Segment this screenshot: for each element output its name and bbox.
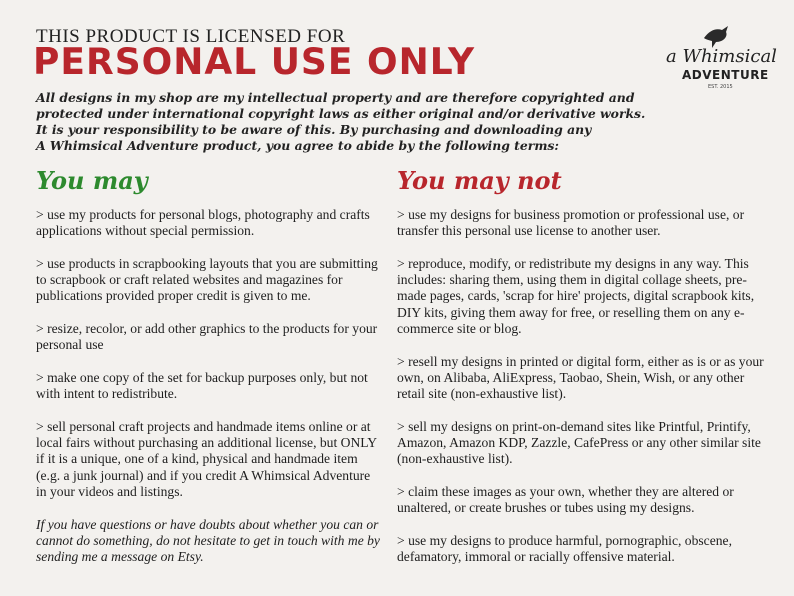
intro-line: It is your responsibility to be aware of this. By purchasing and downloading any [36, 122, 592, 137]
you-may-heading: You may [36, 166, 148, 195]
logo-line-1: a Whimsical [666, 46, 777, 67]
list-item: > sell my designs on print-on-demand sites like Printful, Printify, Amazon, Amazon KDP, Zazzle, CafePress or any other similar site (non-exhaustive list). [397, 418, 761, 467]
list-item: > reproduce, modify, or redistribute my designs in any way. This includes: sharing them, using them in digital collage sheets, pre-made pages, cards, 'scrap for hire' projects, digital scrapbook kits, DIY kits, giving them away for free, or reselling them on any e-commerce site or blog. [397, 255, 755, 337]
shop-logo [662, 20, 777, 98]
license-subtitle: THIS PRODUCT IS LICENSED FOR [36, 26, 346, 47]
license-title: PERSONAL USE ONLY [33, 41, 476, 84]
list-item: > use products in scrapbooking layouts that you are submitting to scrapbook or craft related websites and magazines for publications provided proper credit is given to me. [36, 255, 378, 304]
logo-est: EST. 2015 [708, 84, 733, 90]
intro-line: All designs in my shop are my intellectual property and are therefore copyrighted and [36, 90, 635, 105]
you-may-list [36, 207, 382, 582]
list-item: > claim these images as your own, whether they are altered or unaltered, or create brushes or tubes using my designs. [397, 484, 734, 516]
list-item: > sell personal craft projects and handmade items online or at local fairs without purchasing an additional license, but ONLY if it is a unique, one of a kind, physical and handmade item (e.g. a junk journal) and if you credit A Whimsical Adventure in your videos and listings. [36, 418, 377, 500]
you-may-not-list [397, 207, 767, 582]
intro-paragraph [36, 90, 656, 154]
logo-line-2: ADVENTURE [682, 68, 769, 82]
you-may-not-heading: You may not [397, 166, 562, 195]
intro-line: A Whimsical Adventure product, you agree to abide by the following terms: [36, 138, 559, 153]
list-item: > resell my designs in printed or digital form, either as is or as your own, on Alibaba, AliExpress, Taobao, Shein, Wish, or any other retail site (non-exhaustive list). [397, 353, 764, 402]
list-item: > use my products for personal blogs, photography and crafts applications without special permission. [36, 207, 370, 239]
list-item: > use my designs for business promotion or professional use, or transfer this personal use license to another user. [397, 207, 745, 239]
contact-note: If you have questions or have doubts about whether you can or cannot do something, do not hesitate to get in touch with me by sending me a message on Etsy. [36, 516, 380, 565]
list-item: > use my designs to produce harmful, pornographic, obscene, defamatory, immoral or racially offensive material. [397, 532, 732, 565]
intro-line: protected under international copyright laws as either original and/or derivative works. [36, 106, 646, 121]
list-item: > resize, recolor, or add other graphics to the products for your personal use [36, 321, 378, 353]
list-item: > make one copy of the set for backup purposes only, but not with intent to redistribute. [36, 369, 368, 402]
